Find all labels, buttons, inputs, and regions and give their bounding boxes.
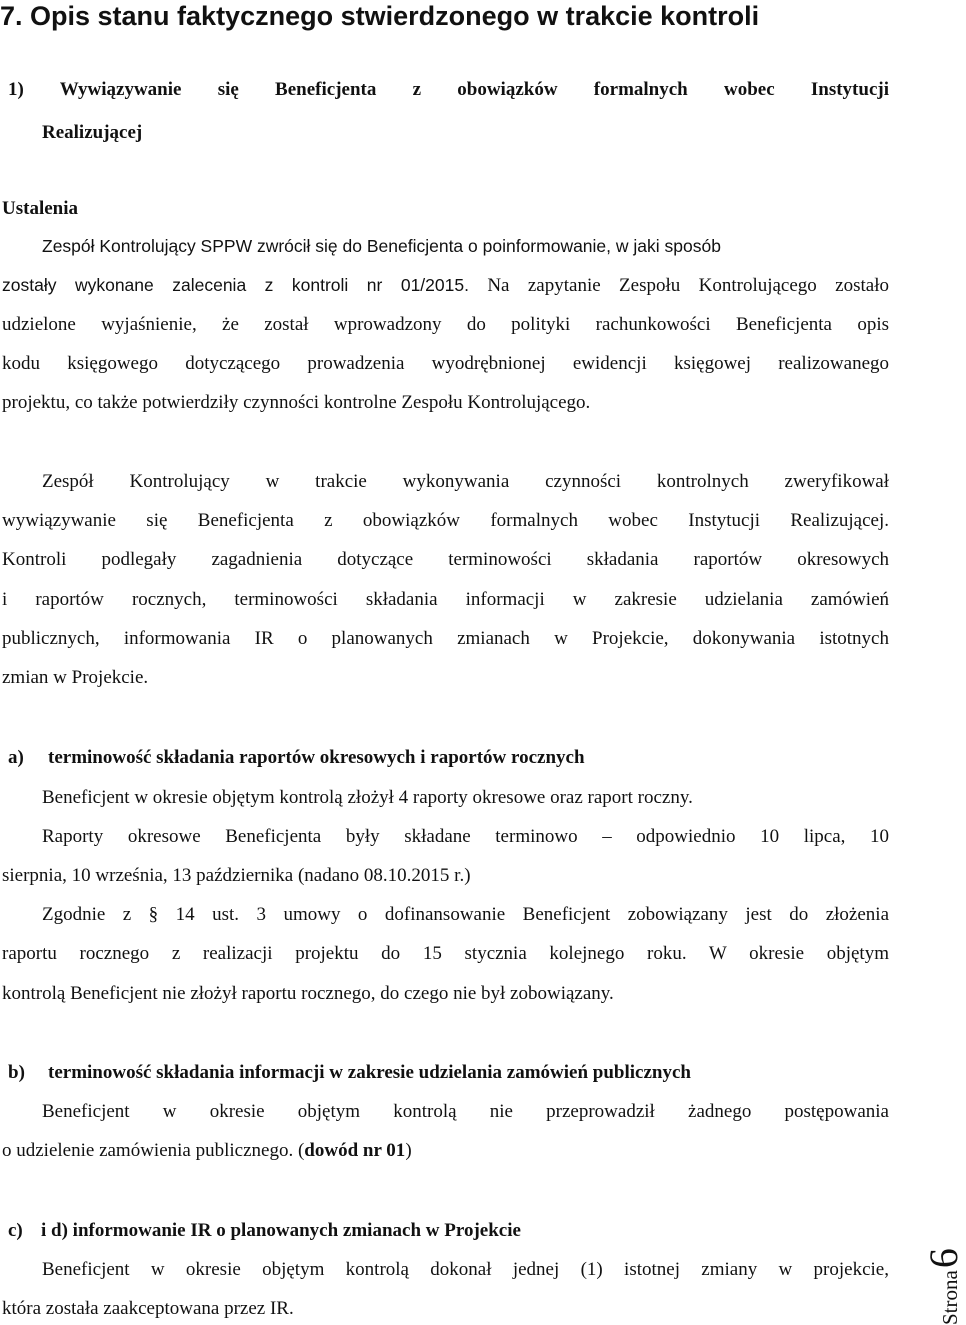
ustalenia-para2-line-6: zmian w Projekcie.: [2, 667, 149, 688]
item-c-line-2: która została zaakceptowana przez IR.: [2, 1298, 294, 1319]
subsection-title-line-1: 1) Wywiązywanie się Beneficjenta z obowiązków formalnych wobec Instytucji: [8, 79, 889, 100]
item-b-line-2: [2, 1139, 889, 1163]
item-a-line-5: raportu rocznego z realizacji projektu do 15 stycznia kolejnego roku. W okresie objętym: [2, 943, 889, 964]
item-a-line-4: Zgodnie z § 14 ust. 3 umowy o dofinansowanie Beneficjent zobowiązany jest do złożenia: [42, 904, 889, 925]
item-c-title: i d) informowanie IR o planowanych zmianach w Projekcie: [41, 1220, 521, 1241]
page-footer: [921, 1222, 966, 1325]
ustalenia-para2-line-1: Zespół Kontrolujący w trakcie wykonywania czynności kontrolnych zweryfikował: [42, 471, 889, 492]
item-b-title: terminowość składania informacji w zakresie udzielania zamówień publicznych: [48, 1062, 691, 1083]
ustalenia-label: Ustalenia: [2, 198, 78, 219]
item-c-line-1: Beneficjent w okresie objętym kontrolą dokonał jednej (1) istotnej zmiany w projekcie,: [42, 1259, 889, 1280]
item-a-line-1: Beneficjent w okresie objętym kontrolą złożył 4 raporty okresowe oraz raport roczny.: [42, 787, 693, 808]
item-b-label: b): [8, 1062, 25, 1083]
page-number: 6: [921, 1248, 966, 1269]
item-b-line-2-end: ): [405, 1140, 412, 1161]
ustalenia-para2-line-4: i raportów rocznych, terminowości składania informacji w zakresie udzielania zamówień: [2, 589, 889, 610]
item-c-label: c): [8, 1220, 23, 1241]
item-b-line-1: Beneficjent w okresie objętym kontrolą nie przeprowadził żadnego postępowania: [42, 1101, 889, 1122]
item-a-title: terminowość składania raportów okresowych i raportów rocznych: [48, 747, 585, 768]
ustalenia-para1-line-4: kodu księgowego dotyczącego prowadzenia wyodrębnionej ewidencji księgowej realizowanego: [2, 353, 889, 374]
ustalenia-para1-line-5: projektu, co także potwierdziły czynności kontrolne Zespołu Kontrolującego.: [2, 392, 591, 413]
section-heading: 7. Opis stanu faktycznego stwierdzonego w trakcie kontroli: [0, 1, 760, 31]
item-b-line-2-text: o udzielenie zamówienia publicznego. (: [2, 1140, 305, 1161]
para1-line-2-part-a: zostały wykonane zalecenia z kontroli nr 01/2015.: [2, 275, 469, 295]
ustalenia-para1-line-2: [2, 273, 889, 298]
evidence-reference: dowód nr 01: [304, 1140, 406, 1161]
ustalenia-para1-line-1: Zespół Kontrolujący SPPW zwrócił się do Beneficjenta o poinformowanie, w jaki sposób: [42, 236, 721, 256]
page-label: Strona: [938, 1270, 962, 1325]
item-a-line-2: Raporty okresowe Beneficjenta były składane terminowo – odpowiednio 10 lipca, 10: [42, 826, 889, 847]
item-a-line-6: kontrolą Beneficjent nie złożył raportu rocznego, do czego nie był zobowiązany.: [2, 983, 614, 1004]
subsection-title-line-2: Realizującej: [42, 122, 143, 143]
item-a-line-3: sierpnia, 10 września, 13 października (nadano 08.10.2015 r.): [2, 865, 471, 886]
ustalenia-para2-line-3: Kontroli podlegały zagadnienia dotyczące terminowości składania raportów okresowych: [2, 549, 889, 570]
ustalenia-para2-line-2: wywiązywanie się Beneficjenta z obowiązków formalnych wobec Instytucji Realizującej.: [2, 510, 889, 531]
ustalenia-para1-line-3: udzielone wyjaśnienie, że został wprowadzony do polityki rachunkowości Beneficjenta opis: [2, 314, 889, 335]
ustalenia-para2-line-5: publicznych, informowania IR o planowanych zmianach w Projekcie, dokonywania istotnych: [2, 628, 889, 649]
para1-line-2-part-b: Na zapytanie Zespołu Kontrolującego zostało: [468, 275, 889, 296]
item-a-label: a): [8, 747, 24, 768]
